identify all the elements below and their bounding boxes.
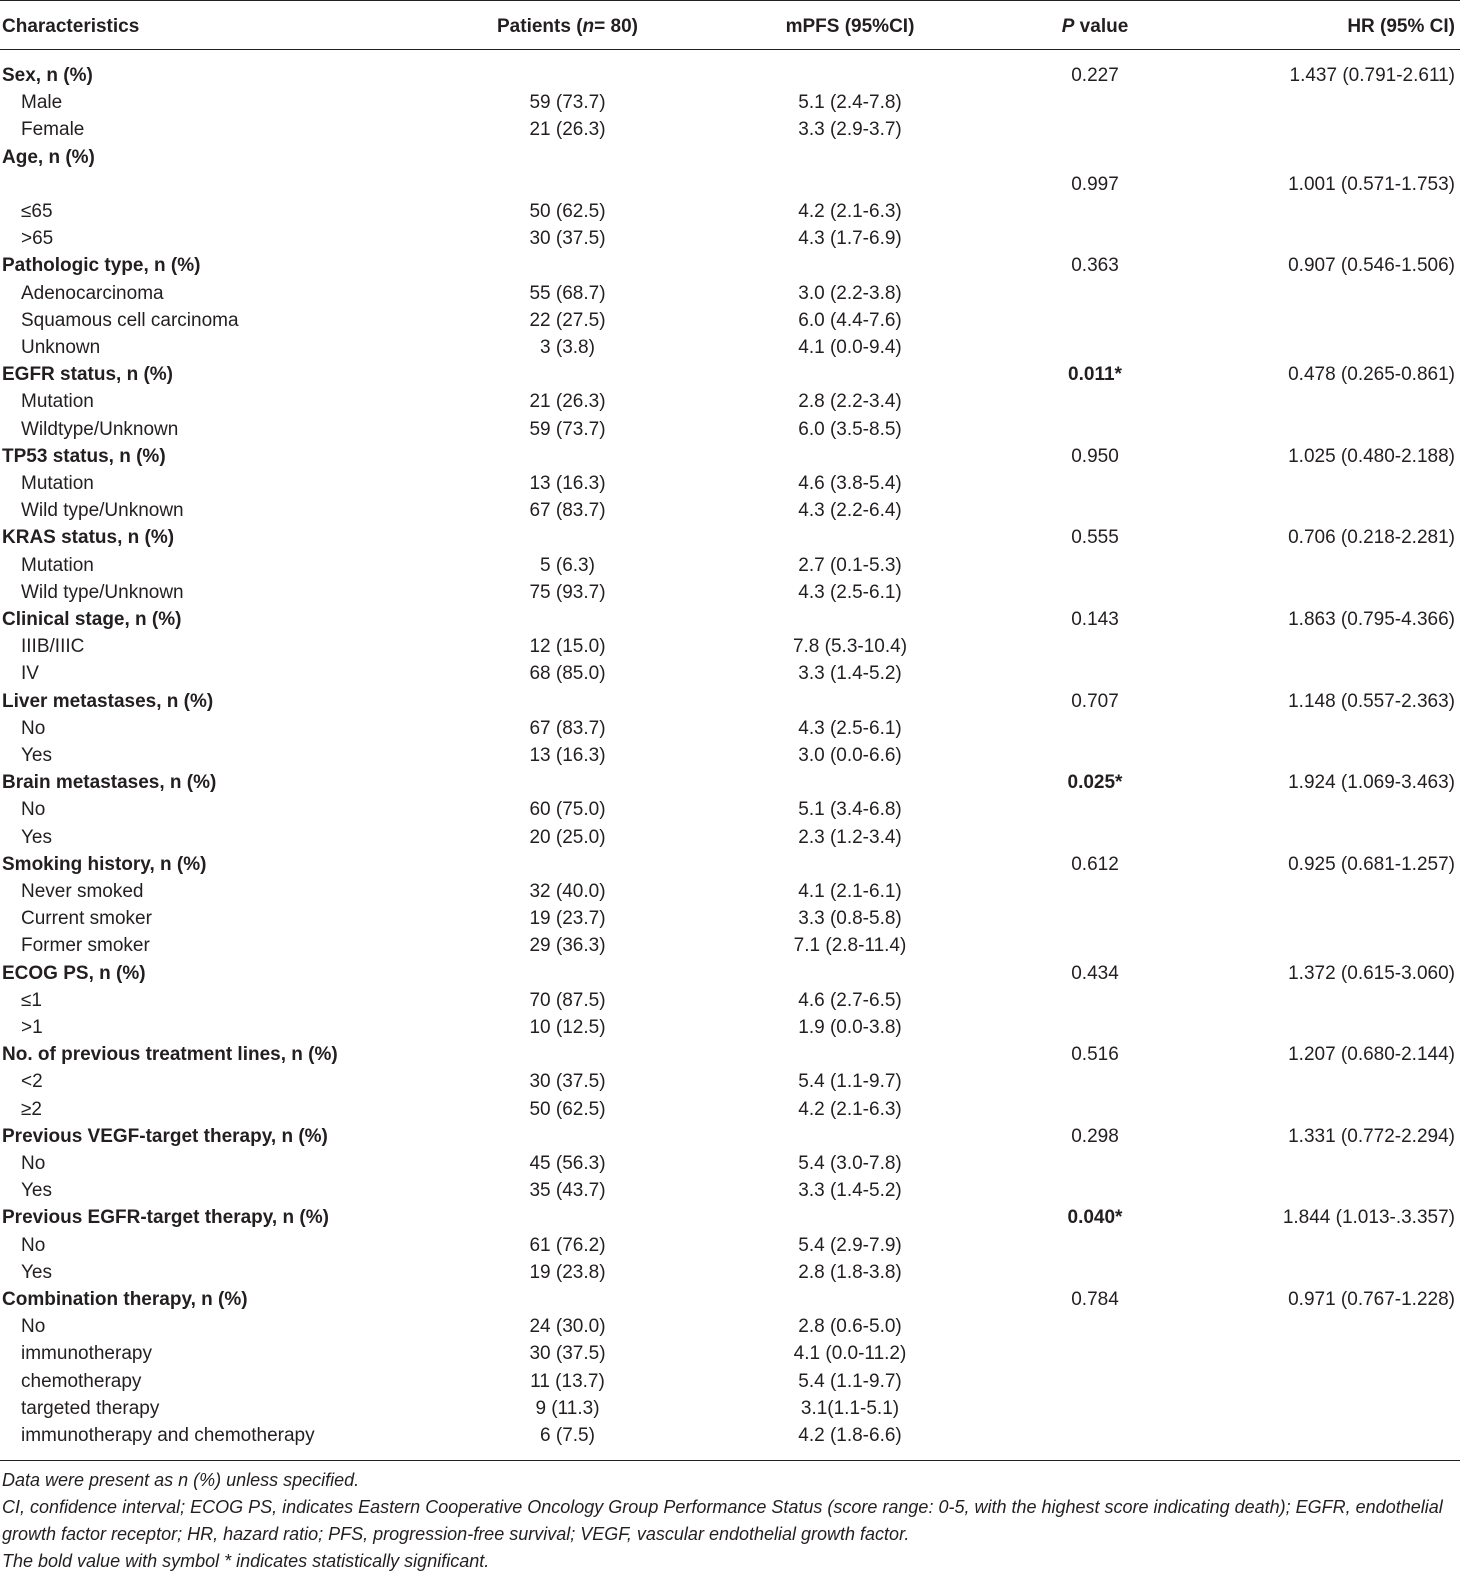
p-value-cell: 0.363: [1071, 255, 1119, 277]
table-group-row: [0, 144, 1460, 171]
patients-cell: 21 (26.3): [529, 119, 606, 141]
mpfs-cell: 3.0 (0.0-6.6): [798, 745, 902, 766]
header-bottom-rule: [0, 49, 1460, 50]
hr-cell: 1.001 (0.571-1.753): [1288, 173, 1455, 195]
table-row: [0, 1068, 1460, 1095]
table-row: [0, 1259, 1460, 1286]
patients-cell: 9 (11.3): [535, 1397, 600, 1419]
table-group-row: [0, 1286, 1460, 1313]
table-row: [0, 1313, 1460, 1340]
mpfs-cell: 4.6 (3.8-5.4): [798, 473, 902, 494]
table-row: [0, 742, 1460, 769]
mpfs-cell: 4.2 (2.1-6.3): [798, 201, 902, 222]
table-row: [0, 307, 1460, 334]
table-footnotes: [2, 1467, 1457, 1575]
mpfs-cell: 6.0 (3.5-8.5): [798, 418, 902, 440]
header-p-value: P value: [1061, 16, 1129, 37]
patients-cell: 32 (40.0): [529, 881, 606, 902]
row-label: No: [21, 799, 46, 821]
p-value-cell: 0.612: [1071, 853, 1119, 875]
table-row: [0, 1014, 1460, 1041]
mpfs-cell: 3.3 (1.4-5.2): [798, 663, 902, 685]
patients-cell: 59 (73.7): [529, 92, 606, 114]
group-label: Brain metastases, n (%): [2, 772, 217, 794]
table-top-rule: [0, 0, 1460, 1]
table-row: [0, 171, 1460, 198]
patients-cell: 50 (62.5): [529, 1098, 606, 1120]
patients-cell: 19 (23.7): [529, 908, 606, 930]
p-value-cell: 0.298: [1071, 1125, 1119, 1147]
table-row: [0, 225, 1460, 252]
mpfs-cell: 4.3 (2.2-6.4): [798, 500, 902, 522]
mpfs-cell: 4.2 (1.8-6.6): [798, 1425, 902, 1446]
table-row: [0, 388, 1460, 415]
patients-cell: 21 (26.3): [529, 391, 606, 413]
mpfs-cell: 3.1(1.1-5.1): [800, 1397, 900, 1419]
row-label: Adenocarcinoma: [21, 282, 164, 304]
table-group-row: [0, 443, 1460, 470]
table-group-row: [0, 960, 1460, 987]
table-row: [0, 633, 1460, 660]
patients-cell: 30 (37.5): [529, 228, 606, 250]
row-label: >65: [21, 228, 54, 250]
table-group-row: [0, 252, 1460, 279]
header-hr: HR (95% CI): [1347, 16, 1455, 37]
row-label: Current smoker: [21, 908, 152, 930]
mpfs-cell: 7.1 (2.8-11.4): [793, 935, 907, 957]
patients-cell: 10 (12.5): [529, 1017, 606, 1038]
table-bottom-rule: [0, 1460, 1460, 1461]
mpfs-cell: 6.0 (4.4-7.6): [798, 309, 902, 331]
group-label: ECOG PS, n (%): [2, 962, 146, 984]
hr-cell: 1.924 (1.069-3.463): [1288, 772, 1455, 794]
row-label: immunotherapy and chemotherapy: [21, 1425, 315, 1446]
p-value-cell: 0.040*: [1067, 1207, 1123, 1229]
patients-cell: 50 (62.5): [529, 201, 606, 222]
patients-cell: 3 (3.8): [540, 337, 595, 358]
row-label: Female: [21, 119, 85, 141]
table-group-row: [0, 606, 1460, 633]
row-label: ≤1: [21, 989, 42, 1011]
table-group-row: [0, 1041, 1460, 1068]
table-row: [0, 1177, 1460, 1204]
hr-cell: 0.907 (0.546-1.506): [1288, 255, 1455, 277]
mpfs-cell: 3.3 (1.4-5.2): [798, 1180, 902, 1202]
patients-cell: 67 (83.7): [529, 717, 606, 739]
p-value-cell: 0.025*: [1067, 772, 1123, 794]
mpfs-cell: 4.1 (0.0-11.2): [793, 1343, 907, 1365]
patients-cell: 70 (87.5): [529, 989, 606, 1011]
patients-cell: 30 (37.5): [529, 1071, 606, 1093]
mpfs-cell: 7.8 (5.3-10.4): [792, 636, 908, 658]
patients-cell: 13 (16.3): [529, 473, 606, 494]
mpfs-cell: 5.4 (2.9-7.9): [798, 1234, 902, 1256]
patients-cell: 60 (75.0): [529, 799, 606, 821]
row-label: immunotherapy: [21, 1343, 152, 1365]
patients-cell: 6 (7.5): [540, 1425, 595, 1446]
group-label: No. of previous treatment lines, n (%): [2, 1044, 338, 1066]
mpfs-cell: 2.3 (1.2-3.4): [798, 826, 902, 848]
row-label: Former smoker: [21, 935, 150, 957]
patients-cell: 5 (6.3): [540, 554, 595, 576]
table-row: [0, 334, 1460, 361]
row-label: chemotherapy: [21, 1370, 142, 1392]
mpfs-cell: 4.2 (2.1-6.3): [798, 1098, 902, 1120]
group-label: Pathologic type, n (%): [2, 255, 201, 277]
hr-cell: 1.025 (0.480-2.188): [1288, 445, 1455, 467]
mpfs-cell: 3.0 (2.2-3.8): [798, 282, 902, 304]
p-value-cell: 0.707: [1071, 690, 1119, 712]
group-label: KRAS status, n (%): [2, 527, 175, 549]
mpfs-cell: 5.4 (1.1-9.7): [798, 1370, 902, 1392]
p-value-cell: 0.143: [1071, 609, 1119, 630]
table-header-row: [0, 13, 1460, 40]
row-label: IV: [21, 663, 39, 685]
mpfs-cell: 4.3 (2.5-6.1): [798, 717, 902, 739]
mpfs-cell: 5.1 (3.4-6.8): [798, 799, 902, 821]
table-row: [0, 280, 1460, 307]
table-row: [0, 932, 1460, 959]
row-label: Mutation: [21, 554, 94, 576]
row-label: Yes: [21, 826, 52, 848]
patients-cell: 30 (37.5): [529, 1343, 606, 1365]
table-row: [0, 579, 1460, 606]
patients-cell: 45 (56.3): [529, 1153, 606, 1174]
patients-cell: 22 (27.5): [529, 309, 606, 331]
hr-cell: 1.148 (0.557-2.363): [1288, 690, 1455, 712]
table-row: [0, 416, 1460, 443]
patients-cell: 19 (23.8): [529, 1261, 606, 1283]
table-row: [0, 878, 1460, 905]
table-group-row: [0, 361, 1460, 388]
patients-cell: 24 (30.0): [529, 1316, 606, 1338]
table-row: [0, 905, 1460, 932]
table-row: [0, 89, 1460, 116]
mpfs-cell: 3.3 (2.9-3.7): [798, 119, 902, 141]
p-value-cell: 0.950: [1071, 445, 1119, 467]
row-label: Yes: [21, 1261, 52, 1283]
p-value-cell: 0.784: [1071, 1289, 1119, 1310]
hr-cell: 0.706 (0.218-2.281): [1288, 527, 1455, 549]
table-row: [0, 1395, 1460, 1422]
footnote: CI, confidence interval; ECOG PS, indicates Eastern Cooperative Oncology Group Performance Status (score range: 0-5, with the highest score indicating death); EGFR, endothelial growth factor receptor; HR, hazard ratio; PFS, progression-free survival; VEGF, vascular endothelial growth factor.: [2, 1497, 1443, 1544]
group-label: EGFR status, n (%): [2, 364, 174, 386]
hr-cell: 0.478 (0.265-0.861): [1288, 364, 1455, 386]
row-label: Wild type/Unknown: [21, 581, 184, 603]
hr-cell: 1.372 (0.615-3.060): [1288, 962, 1455, 984]
table-row: [0, 1232, 1460, 1259]
header-mpfs: mPFS (95%CI): [785, 16, 915, 37]
row-label: Mutation: [21, 473, 94, 494]
mpfs-cell: 2.8 (1.8-3.8): [798, 1261, 902, 1283]
mpfs-cell: 4.1 (2.1-6.1): [798, 881, 902, 902]
p-value-cell: 0.516: [1071, 1044, 1119, 1066]
mpfs-cell: 4.6 (2.7-6.5): [798, 989, 902, 1011]
table-row: [0, 470, 1460, 497]
row-label: No: [21, 1153, 46, 1174]
table-row: [0, 116, 1460, 143]
p-value-cell: 0.011*: [1068, 364, 1122, 386]
group-label: Smoking history, n (%): [2, 853, 207, 875]
hr-cell: 0.925 (0.681-1.257): [1288, 853, 1455, 875]
hr-cell: 1.863 (0.795-4.366): [1288, 609, 1455, 630]
row-label: Male: [21, 92, 63, 114]
row-label: Wild type/Unknown: [21, 500, 184, 522]
row-label: targeted therapy: [21, 1397, 160, 1419]
mpfs-cell: 4.3 (2.5-6.1): [798, 581, 902, 603]
row-label: <2: [21, 1071, 43, 1093]
footnote: The bold value with symbol * indicates statistically significant.: [2, 1551, 490, 1571]
patients-cell: 75 (93.7): [529, 581, 606, 603]
row-label: IIIB/IIIC: [21, 636, 85, 658]
group-label: Clinical stage, n (%): [2, 609, 182, 630]
patients-cell: 20 (25.0): [529, 826, 606, 848]
mpfs-cell: 1.9 (0.0-3.8): [798, 1017, 902, 1038]
row-label: Yes: [21, 1180, 52, 1202]
table-group-row: [0, 1123, 1460, 1150]
p-value-cell: 0.997: [1071, 173, 1119, 195]
group-label: Liver metastases, n (%): [2, 690, 214, 712]
p-value-cell: 0.434: [1071, 962, 1119, 984]
group-label: TP53 status, n (%): [2, 445, 166, 467]
row-label: Never smoked: [21, 881, 144, 902]
mpfs-cell: 4.1 (0.0-9.4): [798, 337, 902, 358]
table-row: [0, 497, 1460, 524]
table-row: [0, 198, 1460, 225]
table-group-row: [0, 851, 1460, 878]
header-patients: Patients (n= 80): [497, 16, 638, 37]
mpfs-cell: 5.4 (3.0-7.8): [798, 1153, 902, 1174]
row-label: No: [21, 717, 46, 739]
patients-cell: 68 (85.0): [529, 663, 606, 685]
mpfs-cell: 5.4 (1.1-9.7): [798, 1071, 902, 1093]
row-label: ≤65: [21, 201, 53, 222]
table-row: [0, 552, 1460, 579]
footnote: Data were present as n (%) unless specified.: [2, 1470, 360, 1490]
row-label: ≥2: [21, 1098, 42, 1120]
patients-cell: 67 (83.7): [529, 500, 606, 522]
row-label: No: [21, 1234, 46, 1256]
mpfs-cell: 2.8 (2.2-3.4): [798, 391, 902, 413]
p-value-cell: 0.555: [1071, 527, 1119, 549]
table-row: [0, 987, 1460, 1014]
table-group-row: [0, 688, 1460, 715]
table-row: [0, 1150, 1460, 1177]
patients-cell: 59 (73.7): [529, 418, 606, 440]
row-label: Squamous cell carcinoma: [21, 309, 239, 331]
table-row: [0, 1422, 1460, 1449]
hr-cell: 1.437 (0.791-2.611): [1289, 65, 1455, 86]
patients-cell: 29 (36.3): [529, 935, 606, 957]
row-label: Unknown: [21, 337, 101, 358]
header-characteristics: Characteristics: [2, 16, 140, 37]
table-row: [0, 824, 1460, 851]
table-row: [0, 660, 1460, 687]
row-label: Mutation: [21, 391, 94, 413]
mpfs-cell: 3.3 (0.8-5.8): [798, 908, 902, 930]
group-label: Sex, n (%): [2, 65, 93, 86]
p-value-cell: 0.227: [1071, 65, 1119, 86]
row-label: Yes: [21, 745, 52, 766]
table-row: [0, 1096, 1460, 1123]
table-group-row: [0, 1204, 1460, 1231]
hr-cell: 0.971 (0.767-1.228): [1288, 1289, 1455, 1310]
table-group-row: [0, 524, 1460, 551]
row-label: >1: [21, 1017, 43, 1038]
mpfs-cell: 5.1 (2.4-7.8): [798, 92, 902, 114]
table-row: [0, 715, 1460, 742]
group-label: Previous EGFR-target therapy, n (%): [2, 1207, 329, 1229]
group-label: Combination therapy, n (%): [2, 1289, 248, 1310]
row-label: Wildtype/Unknown: [21, 418, 179, 440]
patients-cell: 13 (16.3): [529, 745, 606, 766]
patients-cell: 12 (15.0): [529, 636, 606, 658]
group-label: Previous VEGF-target therapy, n (%): [2, 1125, 328, 1147]
patients-cell: 61 (76.2): [529, 1234, 606, 1256]
patients-cell: 55 (68.7): [529, 282, 606, 304]
table-row: [0, 796, 1460, 823]
table-row: [0, 1340, 1460, 1367]
hr-cell: 1.331 (0.772-2.294): [1288, 1125, 1455, 1147]
table-group-row: [0, 769, 1460, 796]
hr-cell: 1.207 (0.680-2.144): [1288, 1044, 1455, 1066]
mpfs-cell: 4.3 (1.7-6.9): [798, 228, 902, 250]
group-label: Age, n (%): [2, 146, 95, 168]
hr-cell: 1.844 (1.013-.3.357): [1282, 1207, 1455, 1229]
patients-cell: 11 (13.7): [530, 1370, 605, 1392]
mpfs-cell: 2.8 (0.6-5.0): [798, 1316, 902, 1338]
table-group-row: [0, 62, 1460, 89]
mpfs-cell: 2.7 (0.1-5.3): [798, 554, 902, 576]
row-label: No: [21, 1316, 46, 1338]
table-row: [0, 1368, 1460, 1395]
patients-cell: 35 (43.7): [529, 1180, 606, 1202]
